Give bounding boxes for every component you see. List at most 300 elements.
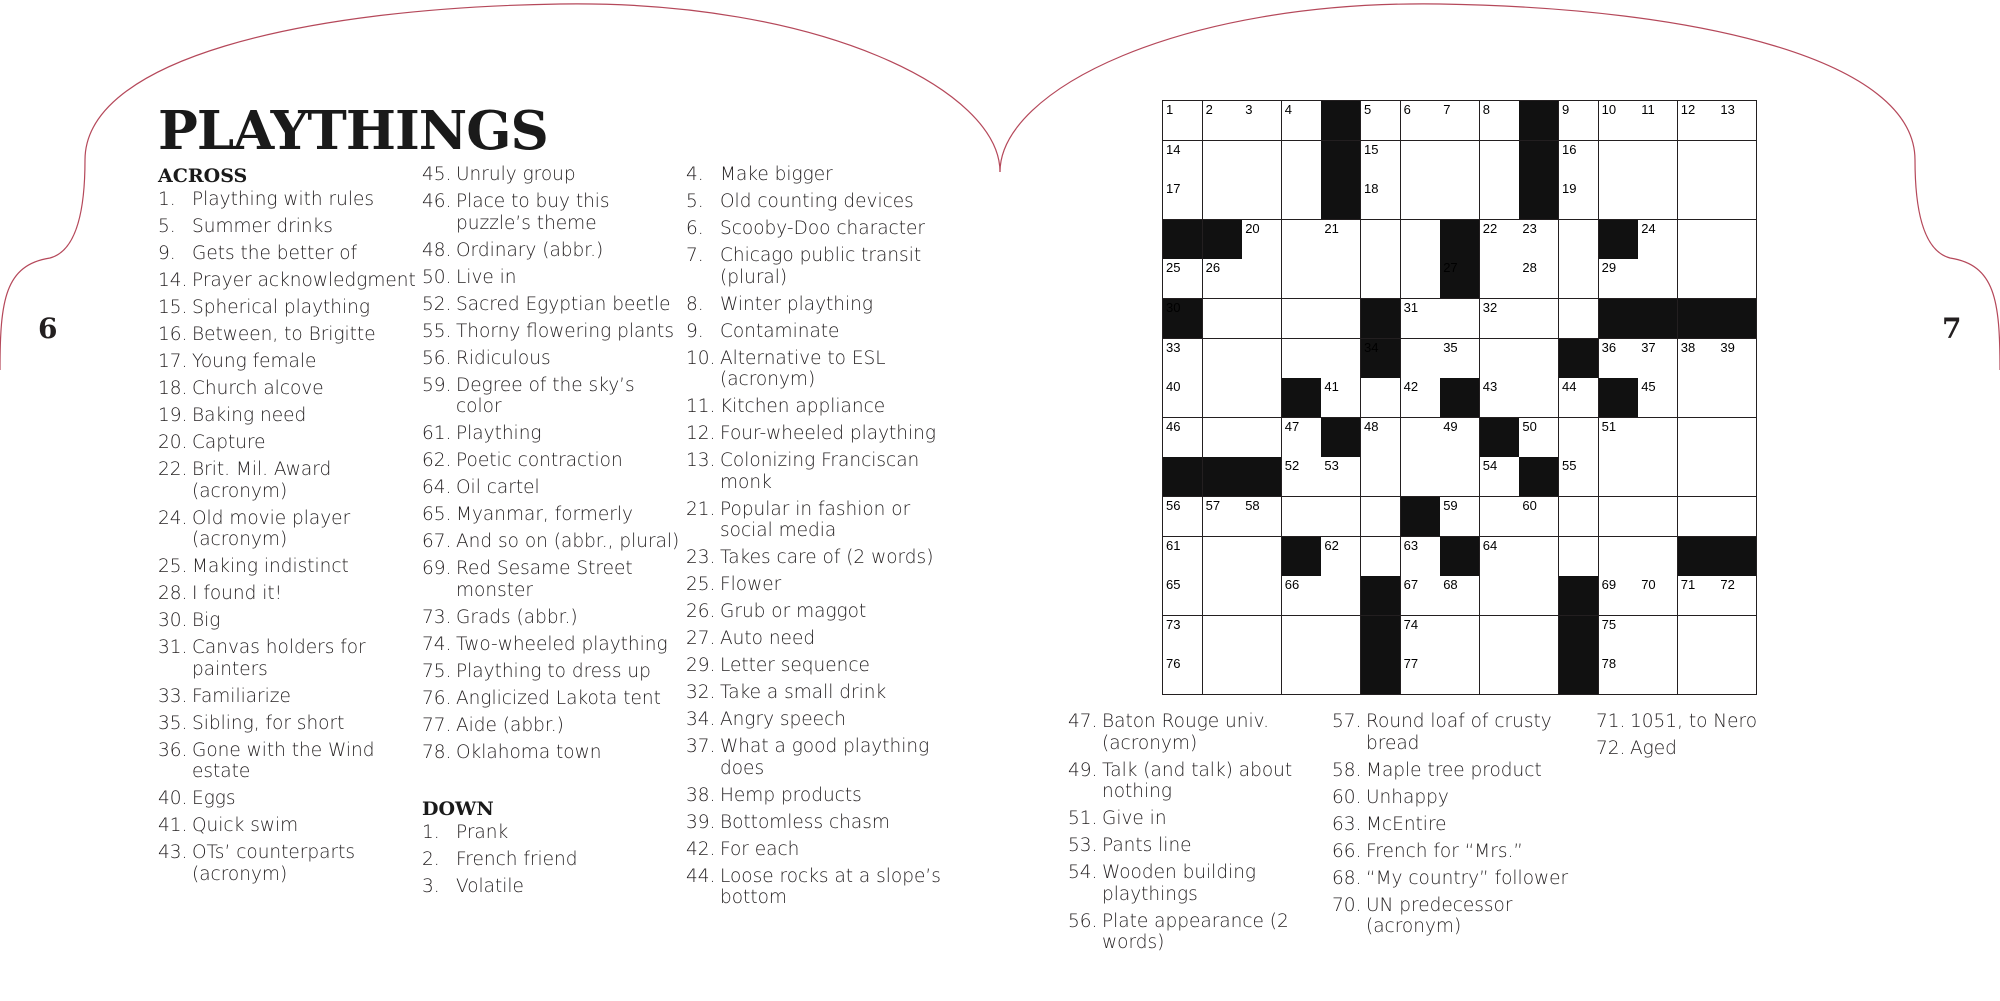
grid-cell[interactable] [1242, 576, 1282, 616]
grid-cell[interactable] [1282, 220, 1322, 260]
down-clue[interactable] [686, 450, 956, 493]
grid-cell[interactable] [1282, 418, 1322, 458]
grid-cell[interactable] [1480, 141, 1520, 181]
grid-cell[interactable] [1678, 616, 1718, 656]
across-clue[interactable] [422, 164, 684, 186]
across-clue[interactable] [422, 348, 684, 370]
grid-cell[interactable] [1599, 418, 1639, 458]
grid-cell[interactable] [1599, 497, 1639, 537]
grid-cell[interactable] [1559, 141, 1599, 181]
grid-cell[interactable] [1242, 418, 1282, 458]
down-clue[interactable] [686, 574, 956, 596]
grid-cell[interactable] [1678, 259, 1718, 299]
grid-cell[interactable] [1717, 141, 1757, 181]
across-clue[interactable] [158, 637, 420, 680]
grid-cell[interactable] [1361, 497, 1401, 537]
grid-cell[interactable] [1203, 576, 1243, 616]
across-clue[interactable] [422, 321, 684, 343]
grid-cell[interactable] [1717, 576, 1757, 616]
grid-cell[interactable] [1519, 537, 1559, 577]
grid-cell[interactable] [1401, 457, 1441, 497]
cell-number: 15 [1364, 141, 1379, 157]
across-clue[interactable] [422, 742, 684, 764]
grid-cell[interactable] [1401, 180, 1441, 220]
across-clue[interactable] [158, 556, 420, 578]
across-clue[interactable] [422, 634, 684, 656]
across-clue[interactable] [158, 459, 420, 502]
clue-number: 44. [686, 865, 716, 887]
grid-cell[interactable] [1242, 616, 1282, 656]
clue-text: What a good plaything does [720, 736, 930, 779]
grid-cell[interactable] [1599, 576, 1639, 616]
clue-text: Plaything with rules [192, 189, 375, 210]
cell-number: 55 [1562, 458, 1577, 474]
grid-cell[interactable] [1282, 497, 1322, 537]
grid-cell[interactable] [1321, 378, 1361, 418]
grid-cell[interactable] [1599, 101, 1639, 141]
grid-cell[interactable] [1242, 180, 1282, 220]
grid-cell[interactable] [1242, 299, 1282, 339]
grid-cell[interactable] [1203, 299, 1243, 339]
grid-cell[interactable] [1678, 576, 1718, 616]
grid-cell[interactable] [1717, 101, 1757, 141]
clue-text: Unruly group [456, 164, 576, 185]
grid-cell[interactable] [1361, 537, 1401, 577]
grid-cell[interactable] [1401, 220, 1441, 260]
grid-cell[interactable] [1401, 259, 1441, 299]
cell-number: 51 [1601, 418, 1617, 434]
cell-number: 29 [1601, 260, 1617, 276]
grid-cell[interactable] [1242, 141, 1282, 181]
grid-cell[interactable] [1480, 220, 1520, 260]
grid-cell[interactable] [1480, 339, 1520, 379]
across-clue[interactable] [422, 661, 684, 683]
down-clue[interactable] [422, 849, 684, 871]
grid-cell[interactable] [1717, 418, 1757, 458]
down-clue[interactable] [1068, 808, 1330, 830]
clue-text: Angry speech [720, 709, 846, 730]
grid-cell[interactable] [1321, 616, 1361, 656]
clue-number: 24. [158, 507, 188, 529]
grid-cell[interactable] [1163, 497, 1203, 537]
grid-cell[interactable] [1717, 339, 1757, 379]
grid-cell[interactable] [1480, 259, 1520, 299]
grid-cell[interactable] [1559, 537, 1599, 577]
grid-cell[interactable] [1203, 101, 1243, 141]
grid-cell[interactable] [1678, 220, 1718, 260]
across-clue[interactable] [422, 504, 684, 526]
across-clue[interactable] [422, 267, 684, 289]
grid-cell[interactable] [1519, 259, 1559, 299]
clue-number: 14. [158, 270, 188, 291]
clue-text: Ordinary (abbr.) [456, 239, 604, 261]
grid-cell[interactable] [1717, 259, 1757, 299]
down-clue[interactable] [686, 396, 956, 418]
clue-text: Thorny flowering plants [456, 320, 674, 342]
grid-cell[interactable] [1440, 655, 1480, 695]
grid-cell[interactable] [1678, 141, 1718, 181]
across-clue[interactable] [158, 405, 420, 427]
grid-cell[interactable] [1599, 655, 1639, 695]
grid-cell[interactable] [1638, 655, 1678, 695]
down-clue[interactable] [686, 839, 956, 861]
grid-cell[interactable] [1282, 576, 1322, 616]
grid-cell[interactable] [1401, 299, 1441, 339]
across-clue[interactable] [422, 423, 684, 445]
down-clue[interactable] [1332, 787, 1594, 809]
grid-cell[interactable] [1401, 537, 1441, 577]
grid-cell[interactable] [1282, 141, 1322, 181]
grid-cell[interactable] [1321, 457, 1361, 497]
grid-cell[interactable] [1599, 259, 1639, 299]
grid-cell[interactable] [1203, 259, 1243, 299]
down-clue[interactable] [686, 164, 956, 186]
grid-cell[interactable] [1163, 339, 1203, 379]
grid-cell[interactable] [1242, 220, 1282, 260]
grid-cell[interactable] [1638, 101, 1678, 141]
down-clue[interactable] [686, 736, 956, 779]
grid-cell[interactable] [1401, 378, 1441, 418]
grid-cell[interactable] [1519, 299, 1559, 339]
grid-cell[interactable] [1480, 299, 1520, 339]
across-clue[interactable] [158, 842, 420, 885]
grid-cell[interactable] [1519, 616, 1559, 656]
grid-cell[interactable] [1321, 299, 1361, 339]
down-clue[interactable] [422, 876, 684, 898]
grid-cell[interactable] [1480, 576, 1520, 616]
down-clue[interactable] [686, 245, 956, 288]
across-clue[interactable] [158, 610, 420, 632]
down-clue[interactable] [1332, 711, 1594, 754]
grid-cell[interactable] [1678, 180, 1718, 220]
grid-cell[interactable] [1282, 655, 1322, 695]
grid-cell[interactable] [1203, 537, 1243, 577]
grid-cell[interactable] [1678, 457, 1718, 497]
cell-number: 77 [1403, 656, 1419, 672]
down-clue[interactable] [686, 499, 956, 542]
grid-cell[interactable] [1163, 141, 1203, 181]
grid-cell[interactable] [1282, 457, 1322, 497]
across-clue[interactable] [422, 558, 684, 601]
across-clue[interactable] [158, 216, 420, 238]
clue-text: Make bigger [720, 164, 833, 185]
down-clue[interactable] [686, 191, 956, 213]
across-clue[interactable] [158, 713, 420, 735]
grid-cell[interactable] [1638, 220, 1678, 260]
grid-cell[interactable] [1361, 259, 1401, 299]
across-clue[interactable] [158, 351, 420, 373]
grid-cell[interactable] [1519, 497, 1559, 537]
cell-number: 61 [1166, 537, 1181, 553]
across-clue[interactable] [158, 432, 420, 454]
grid-cell[interactable] [1282, 180, 1322, 220]
grid-cell[interactable] [1282, 616, 1322, 656]
grid-cell[interactable] [1638, 180, 1678, 220]
grid-cell[interactable] [1321, 259, 1361, 299]
grid-cell[interactable] [1440, 101, 1480, 141]
grid-cell[interactable] [1559, 101, 1599, 141]
grid-cell[interactable] [1519, 378, 1559, 418]
grid-cell[interactable] [1717, 457, 1757, 497]
grid-cell[interactable] [1638, 537, 1678, 577]
grid-cell[interactable] [1480, 655, 1520, 695]
down-clue[interactable] [1332, 895, 1594, 938]
down-clue[interactable] [686, 628, 956, 650]
down-clue[interactable] [1068, 760, 1330, 803]
grid-block-cell [1163, 220, 1203, 260]
down-clue[interactable] [686, 547, 956, 569]
grid-cell[interactable] [1203, 616, 1243, 656]
grid-cell[interactable] [1282, 101, 1322, 141]
across-clue[interactable] [158, 508, 420, 551]
down-clue[interactable] [686, 655, 956, 677]
grid-cell[interactable] [1440, 457, 1480, 497]
grid-cell[interactable] [1321, 537, 1361, 577]
down-clue[interactable] [1332, 868, 1594, 890]
grid-cell[interactable] [1599, 537, 1639, 577]
grid-cell[interactable] [1519, 418, 1559, 458]
grid-cell[interactable] [1717, 180, 1757, 220]
across-clue[interactable] [422, 450, 684, 472]
grid-cell[interactable] [1361, 101, 1401, 141]
across-clue[interactable] [422, 375, 684, 418]
grid-cell[interactable] [1321, 339, 1361, 379]
grid-cell[interactable] [1361, 180, 1401, 220]
grid-cell[interactable] [1717, 655, 1757, 695]
cell-number: 49 [1443, 418, 1458, 434]
grid-cell[interactable] [1361, 141, 1401, 181]
clue-text: Hemp products [720, 784, 862, 806]
grid-block-cell [1519, 180, 1559, 220]
down-clue[interactable] [686, 218, 956, 240]
grid-cell[interactable] [1440, 339, 1480, 379]
grid-cell[interactable] [1401, 101, 1441, 141]
grid-cell[interactable] [1599, 457, 1639, 497]
across-clue[interactable] [422, 294, 684, 316]
grid-cell[interactable] [1480, 497, 1520, 537]
down-clue[interactable] [686, 601, 956, 623]
down-clue[interactable] [1332, 841, 1594, 863]
clue-text: Ridiculous [456, 347, 551, 369]
across-clue[interactable] [422, 715, 684, 737]
grid-cell[interactable] [1480, 180, 1520, 220]
grid-cell[interactable] [1203, 339, 1243, 379]
grid-cell[interactable] [1163, 616, 1203, 656]
grid-cell[interactable] [1282, 299, 1322, 339]
grid-cell[interactable] [1440, 141, 1480, 181]
across-clue[interactable] [158, 378, 420, 400]
grid-cell[interactable] [1638, 418, 1678, 458]
down-clue[interactable] [1332, 760, 1594, 782]
down-clue[interactable] [1596, 738, 1796, 760]
across-clue[interactable] [158, 686, 420, 708]
grid-cell[interactable] [1638, 339, 1678, 379]
grid-cell[interactable] [1638, 497, 1678, 537]
grid-cell[interactable] [1599, 180, 1639, 220]
grid-cell[interactable] [1678, 378, 1718, 418]
down-clue[interactable] [686, 709, 956, 731]
grid-cell[interactable] [1242, 339, 1282, 379]
grid-cell[interactable] [1440, 299, 1480, 339]
grid-cell[interactable] [1163, 655, 1203, 695]
down-clue[interactable] [686, 866, 956, 909]
down-clue[interactable] [686, 321, 956, 343]
grid-cell[interactable] [1678, 497, 1718, 537]
grid-cell[interactable] [1678, 101, 1718, 141]
grid-cell[interactable] [1203, 497, 1243, 537]
grid-cell[interactable] [1401, 655, 1441, 695]
grid-cell[interactable] [1599, 339, 1639, 379]
down-clue[interactable] [1596, 711, 1796, 733]
grid-cell[interactable] [1401, 616, 1441, 656]
grid-cell[interactable] [1282, 259, 1322, 299]
grid-cell[interactable] [1440, 418, 1480, 458]
grid-cell[interactable] [1599, 616, 1639, 656]
grid-cell[interactable] [1242, 655, 1282, 695]
across-clue[interactable] [422, 477, 684, 499]
grid-cell[interactable] [1282, 339, 1322, 379]
grid-cell[interactable] [1678, 418, 1718, 458]
grid-cell[interactable] [1401, 576, 1441, 616]
down-clue[interactable] [422, 822, 684, 844]
across-clue[interactable] [158, 815, 420, 837]
grid-cell[interactable] [1401, 339, 1441, 379]
grid-cell[interactable] [1440, 180, 1480, 220]
grid-cell[interactable] [1678, 339, 1718, 379]
grid-cell[interactable] [1321, 497, 1361, 537]
grid-cell[interactable] [1717, 497, 1757, 537]
across-clue[interactable] [158, 270, 420, 292]
grid-cell[interactable] [1163, 537, 1203, 577]
grid-cell[interactable] [1440, 576, 1480, 616]
across-clue[interactable] [158, 189, 420, 211]
grid-cell[interactable] [1559, 220, 1599, 260]
grid-cell[interactable] [1321, 655, 1361, 695]
grid-cell[interactable] [1638, 259, 1678, 299]
cell-number: 48 [1364, 418, 1379, 434]
across-clue[interactable] [158, 243, 420, 265]
grid-cell[interactable] [1480, 457, 1520, 497]
grid-cell[interactable] [1361, 220, 1401, 260]
down-clue[interactable] [686, 423, 956, 445]
grid-cell[interactable] [1321, 220, 1361, 260]
down-clue[interactable] [1068, 711, 1330, 754]
grid-cell[interactable] [1480, 378, 1520, 418]
grid-cell[interactable] [1361, 378, 1401, 418]
grid-block-cell [1361, 655, 1401, 695]
across-clue[interactable] [158, 740, 420, 783]
grid-cell[interactable] [1599, 141, 1639, 181]
across-clue[interactable] [158, 583, 420, 605]
grid-cell[interactable] [1361, 457, 1401, 497]
down-clue[interactable] [1068, 911, 1330, 954]
grid-cell[interactable] [1242, 101, 1282, 141]
grid-cell[interactable] [1163, 101, 1203, 141]
grid-cell[interactable] [1519, 339, 1559, 379]
grid-cell[interactable] [1638, 378, 1678, 418]
down-clue[interactable] [686, 785, 956, 807]
grid-cell[interactable] [1163, 576, 1203, 616]
grid-cell[interactable] [1242, 497, 1282, 537]
grid-cell[interactable] [1559, 259, 1599, 299]
across-clue[interactable] [422, 531, 684, 553]
grid-cell[interactable] [1638, 457, 1678, 497]
grid-cell[interactable] [1203, 141, 1243, 181]
grid-cell[interactable] [1480, 537, 1520, 577]
grid-cell[interactable] [1440, 616, 1480, 656]
grid-cell[interactable] [1401, 141, 1441, 181]
down-clue[interactable] [1068, 862, 1330, 905]
down-clue[interactable] [1068, 835, 1330, 857]
grid-cell[interactable] [1519, 655, 1559, 695]
cell-number: 33 [1166, 339, 1181, 355]
grid-cell[interactable] [1163, 180, 1203, 220]
grid-cell[interactable] [1242, 259, 1282, 299]
grid-cell[interactable] [1242, 378, 1282, 418]
grid-cell[interactable] [1559, 457, 1599, 497]
grid-cell[interactable] [1559, 418, 1599, 458]
grid-cell[interactable] [1480, 616, 1520, 656]
across-clue[interactable] [422, 607, 684, 629]
grid-cell[interactable] [1559, 299, 1599, 339]
grid-cell[interactable] [1717, 616, 1757, 656]
grid-cell[interactable] [1638, 576, 1678, 616]
grid-cell[interactable] [1203, 378, 1243, 418]
cell-number: 65 [1166, 577, 1181, 593]
across-clue[interactable] [422, 240, 684, 262]
across-clue[interactable] [422, 688, 684, 710]
clue-text: Canvas holders for painters [192, 637, 366, 680]
grid-cell[interactable] [1203, 418, 1243, 458]
across-clue[interactable] [422, 191, 684, 234]
grid-cell[interactable] [1163, 259, 1203, 299]
grid-cell[interactable] [1559, 378, 1599, 418]
grid-cell[interactable] [1361, 418, 1401, 458]
grid-cell[interactable] [1678, 655, 1718, 695]
grid-cell[interactable] [1203, 180, 1243, 220]
down-clue[interactable] [686, 348, 956, 391]
grid-cell[interactable] [1559, 180, 1599, 220]
grid-cell[interactable] [1519, 220, 1559, 260]
grid-cell[interactable] [1717, 378, 1757, 418]
down-clue[interactable] [686, 682, 956, 704]
clue-column-5 [1332, 711, 1594, 943]
grid-cell[interactable] [1321, 576, 1361, 616]
across-clue[interactable] [158, 324, 420, 346]
down-clue[interactable] [686, 294, 956, 316]
grid-cell[interactable] [1440, 497, 1480, 537]
grid-block-cell [1321, 141, 1361, 181]
grid-cell[interactable] [1480, 101, 1520, 141]
down-clue[interactable] [686, 812, 956, 834]
grid-cell[interactable] [1163, 378, 1203, 418]
clue-number: 50. [422, 266, 452, 288]
down-clue[interactable] [1332, 814, 1594, 836]
grid-cell[interactable] [1242, 537, 1282, 577]
across-clue[interactable] [158, 788, 420, 810]
grid-cell[interactable] [1638, 616, 1678, 656]
grid-cell[interactable] [1717, 220, 1757, 260]
across-clue[interactable] [158, 297, 420, 319]
grid-cell[interactable] [1401, 418, 1441, 458]
grid-cell[interactable] [1519, 576, 1559, 616]
clue-number: 75. [422, 660, 452, 682]
grid-cell[interactable] [1203, 655, 1243, 695]
grid-cell[interactable] [1163, 418, 1203, 458]
grid-cell[interactable] [1638, 141, 1678, 181]
clue-number: 36. [158, 739, 188, 761]
grid-cell[interactable] [1559, 497, 1599, 537]
